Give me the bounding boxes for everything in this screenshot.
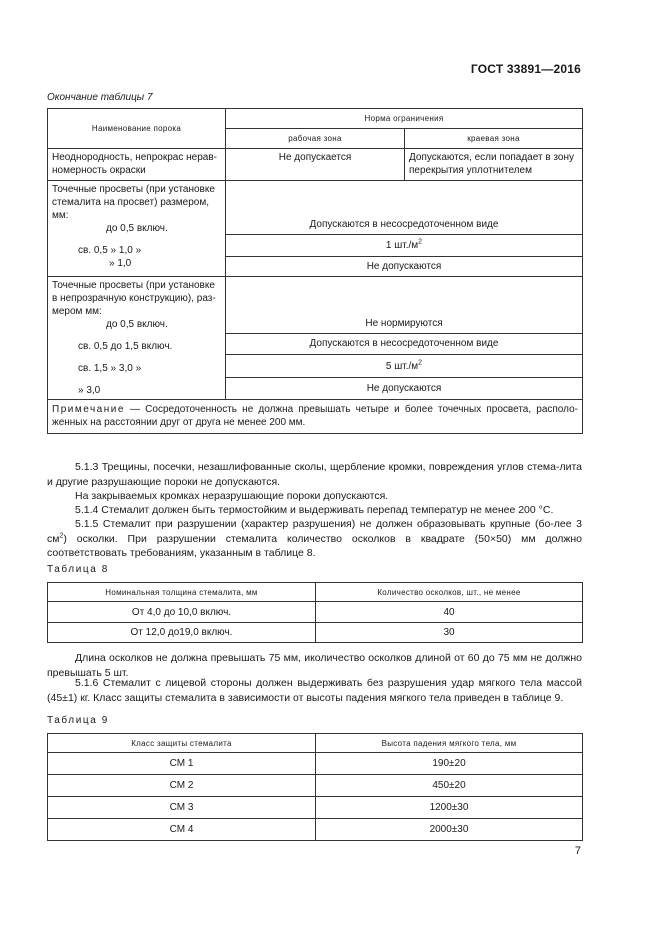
t7-group1-name-cell: [48, 181, 226, 277]
t7-group2-value2: Допускаются в несосредоточенном виде: [226, 334, 583, 355]
document-code: ГОСТ 33891—2016: [470, 62, 581, 76]
t7-group1-value3: Не допускаются: [226, 257, 583, 277]
t9-header-class: Класс защиты стемалита: [48, 734, 316, 753]
t9-row1-height: 190±20: [316, 753, 583, 775]
paragraph-5-1-3-b: На закрываемых кромках неразрушающие пороки допускаются.: [75, 490, 389, 502]
paragraph-5-1-4: 5.1.4 Стемалит должен быть термостойким и выдерживать перепад температур не менее 200 °С.: [75, 504, 554, 516]
t7-row1-name: Неоднородность, непрокрас нерав-номерность окраски: [48, 149, 226, 181]
t7-row1-work: Не допускается: [226, 149, 405, 181]
t7-header-work: рабочая зона: [226, 129, 405, 149]
t7-row1-edge: Допускаются, если попадает в зону перекрытия уплотнителем: [405, 149, 583, 181]
paragraph-5-1-5: 5.1.5 Стемалит при разрушении (характер разрушения) не должен образовывать крупные (бо-лее 3 $см^2$) осколки. При разрушении стемалита количество осколков в квадрате (50×50) мм должно соответствовать требованиям, указанным в таблице 8.: [47, 518, 582, 559]
t7-group1-size3: » 1,0: [109, 258, 132, 269]
table-8: [47, 582, 583, 643]
t8-row1-thickness: От 4,0 до 10,0 включ.: [48, 602, 316, 623]
table-9: [47, 733, 583, 841]
t9-row4-height: 2000±30: [316, 819, 583, 841]
paragraph-5-1-3: 5.1.3 Трещины, посечки, незашлифованные сколы, щербление кромки, повреждения углов стема-лита и другие разрушающие пороки не допускаются.: [47, 461, 582, 488]
t7-group2-size3: св. 1,5 » 3,0 »: [78, 363, 142, 374]
t7-note-label: Примечание: [52, 404, 125, 415]
t7-group2-size2: св. 0,5 до 1,5 включ.: [78, 341, 173, 352]
t7-group2-value1: Не нормируются: [226, 277, 583, 334]
t9-row1-class: СМ 1: [48, 753, 316, 775]
t8-header-thickness: Номинальная толщина стемалита, мм: [48, 583, 316, 602]
t7-group1-title: Точечные просветы (при установке стемалита на просвет) размером, мм:: [52, 184, 215, 221]
paragraph-5-1-6: 5.1.6 Стемалит с лицевой стороны должен выдерживать без разрушения удар мягкого тела массой (45±1) кг. Класс защиты стемалита в зависимости от высоты падения мягкого тела приведен в таблице 9.: [47, 677, 582, 704]
table9-caption: Таблица 9: [47, 715, 109, 726]
t8-row2-thickness: От 12,0 до19,0 включ.: [48, 623, 316, 643]
t8-row2-count: 30: [316, 623, 583, 643]
t7-group2-size4: » 3,0: [78, 385, 101, 396]
t9-row3-class: СМ 3: [48, 797, 316, 819]
t7-group1-size1: до 0,5 включ.: [106, 223, 168, 234]
t8-header-count: Количество осколков, шт., не менее: [316, 583, 583, 602]
t7-group1-value2: 1 $шт./м^2$: [226, 235, 583, 257]
t7-note: [48, 400, 583, 434]
t7-group2-value3: 5 $шт./м^2$: [226, 354, 583, 378]
paragraph-fragment-length: Длина осколков не должна превышать 75 мм, иколичество осколков длиной от 60 до 75 мм не должно превышать 5 шт.: [47, 652, 582, 679]
t9-header-height: Высота падения мягкого тела, мм: [316, 734, 583, 753]
t7-header-limit: Норма ограничения: [226, 109, 583, 129]
t7-header-edge: краевая зона: [405, 129, 583, 149]
t9-row4-class: СМ 4: [48, 819, 316, 841]
t7-header-name: Наименование порока: [48, 109, 226, 149]
t9-row2-class: СМ 2: [48, 775, 316, 797]
t8-row1-count: 40: [316, 602, 583, 623]
t9-row3-height: 1200±30: [316, 797, 583, 819]
t7-group2-size1: до 0,5 включ.: [106, 319, 168, 330]
t7-group2-name-cell: [48, 277, 226, 400]
table-7: [47, 108, 583, 434]
table8-caption: Таблица 8: [47, 564, 109, 575]
t9-row2-height: 450±20: [316, 775, 583, 797]
t7-group2-value4: Не допускаются: [226, 378, 583, 400]
t7-group1-value1: Допускаются в несосредоточенном виде: [226, 181, 583, 235]
t7-group1-size2: св. 0,5 » 1,0 »: [78, 245, 142, 256]
page-number: 7: [574, 845, 581, 857]
table7-caption: Окончание таблицы 7: [47, 92, 153, 103]
t7-group2-title: Точечные просветы (при установке в непрозрачную конструкцию), раз-мером мм:: [52, 280, 216, 317]
t7-note-text: — Сосредоточенность не должна превышать четыре и более точечных просвета, располо-женных на расстоянии друг от друга не менее 200 мм.: [52, 404, 578, 428]
